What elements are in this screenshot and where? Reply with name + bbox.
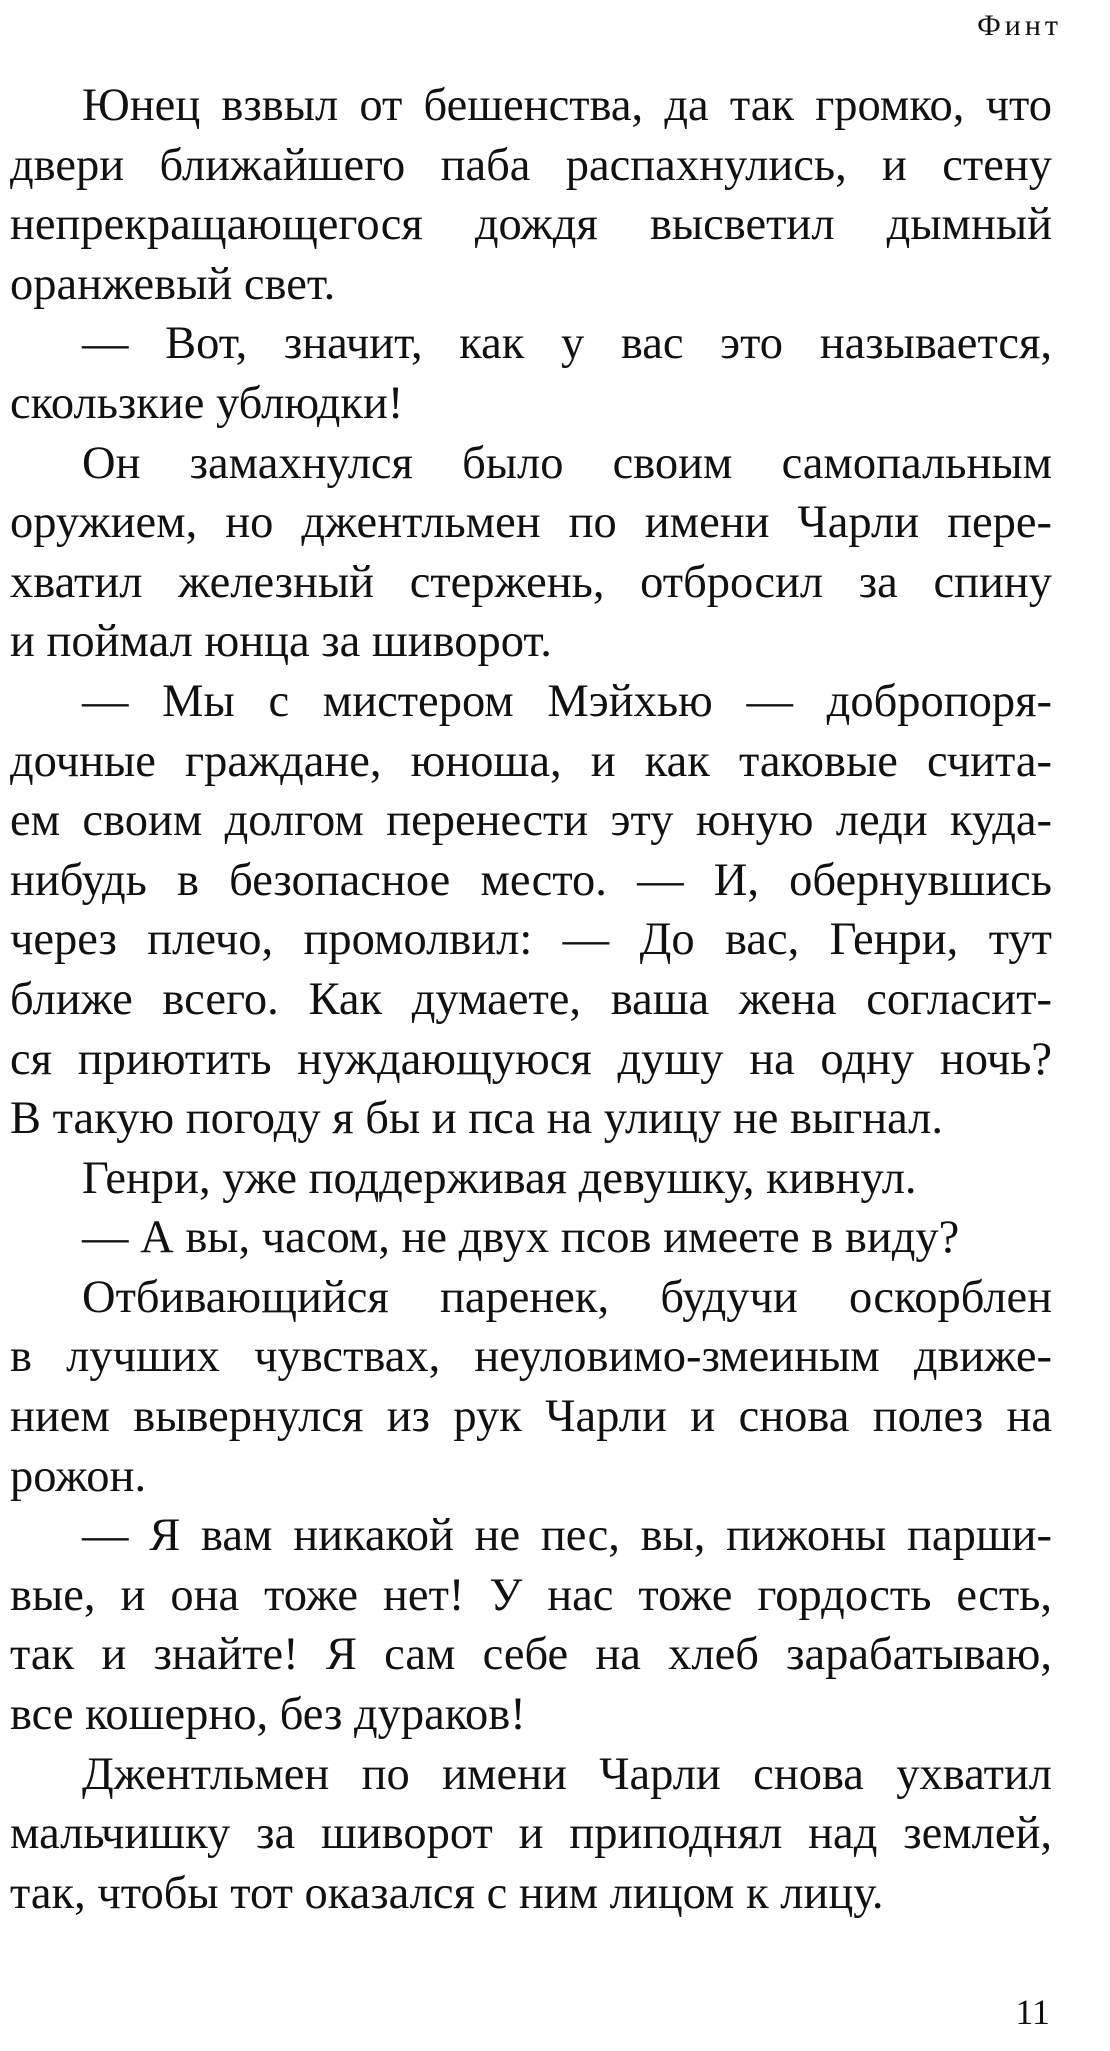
text-line: все кошерно, без дураков! bbox=[10, 1689, 526, 1741]
text-line: Генри, уже поддерживая девушку, кивнул. bbox=[82, 1152, 917, 1204]
text-line: оружием, но джентльмен по имени Чарли пере- bbox=[10, 497, 1052, 549]
running-header: Финт bbox=[977, 9, 1062, 42]
text-line: и поймал юнца за шиворот. bbox=[10, 616, 552, 668]
text-line: Джентльмен по имени Чарли снова ухватил bbox=[82, 1748, 1052, 1800]
text-line: Он замахнулся было своим самопальным bbox=[82, 437, 1052, 489]
text-line: нием вывернулся из рук Чарли и снова полез на bbox=[10, 1391, 1052, 1443]
body-text bbox=[10, 76, 1052, 1923]
text-line: оранжевый свет. bbox=[10, 258, 336, 310]
text-line: хватил железный стержень, отбросил за спину bbox=[10, 556, 1052, 608]
text-line: Отбивающийся паренек, будучи оскорблен bbox=[82, 1271, 1052, 1323]
text-line: в лучших чувствах, неуловимо-змеиным движе- bbox=[10, 1331, 1052, 1383]
text-line: через плечо, промолвил: — До вас, Генри, тут bbox=[10, 914, 1052, 966]
text-line: дочные граждане, юноша, и как таковые счита- bbox=[10, 735, 1052, 787]
text-line: двери ближайшего паба распахнулись, и стену bbox=[10, 139, 1052, 191]
text-line: так, чтобы тот оказался с ним лицом к лицу. bbox=[10, 1867, 884, 1919]
text-line: ем своим долгом перенести эту юную леди куда- bbox=[10, 795, 1052, 847]
text-line: скользкие ублюдки! bbox=[10, 377, 404, 429]
text-line: В такую погоду я бы и пса на улицу не выгнал. bbox=[10, 1093, 943, 1145]
text-line: непрекращающегося дождя высветил дымный bbox=[10, 199, 1052, 251]
page-number: 11 bbox=[1015, 1992, 1050, 2032]
text-line: — А вы, часом, не двух псов имеете в виду? bbox=[82, 1212, 960, 1264]
text-line: вые, и она тоже нет! У нас тоже гордость есть, bbox=[10, 1569, 1052, 1621]
text-line: — Я вам никакой не пес, вы, пижоны парши- bbox=[82, 1510, 1052, 1562]
text-line: Юнец взвыл от бешенства, да так громко, что bbox=[82, 80, 1052, 131]
text-line: мальчишку за шиворот и приподнял над землей, bbox=[10, 1808, 1052, 1860]
text-line: нибудь в безопасное место. — И, обернувшись bbox=[10, 854, 1052, 906]
text-line: так и знайте! Я сам себе на хлеб зарабатываю, bbox=[10, 1629, 1052, 1681]
text-line: ближе всего. Как думаете, ваша жена согласит- bbox=[10, 973, 1052, 1025]
text-line: — Вот, значит, как у вас это называется, bbox=[82, 318, 1052, 370]
text-line: — Мы с мистером Мэйхью — добропоря- bbox=[82, 675, 1052, 727]
text-line: ся приютить нуждающуюся душу на одну ночь? bbox=[10, 1033, 1052, 1085]
text-line: рожон. bbox=[10, 1450, 147, 1502]
